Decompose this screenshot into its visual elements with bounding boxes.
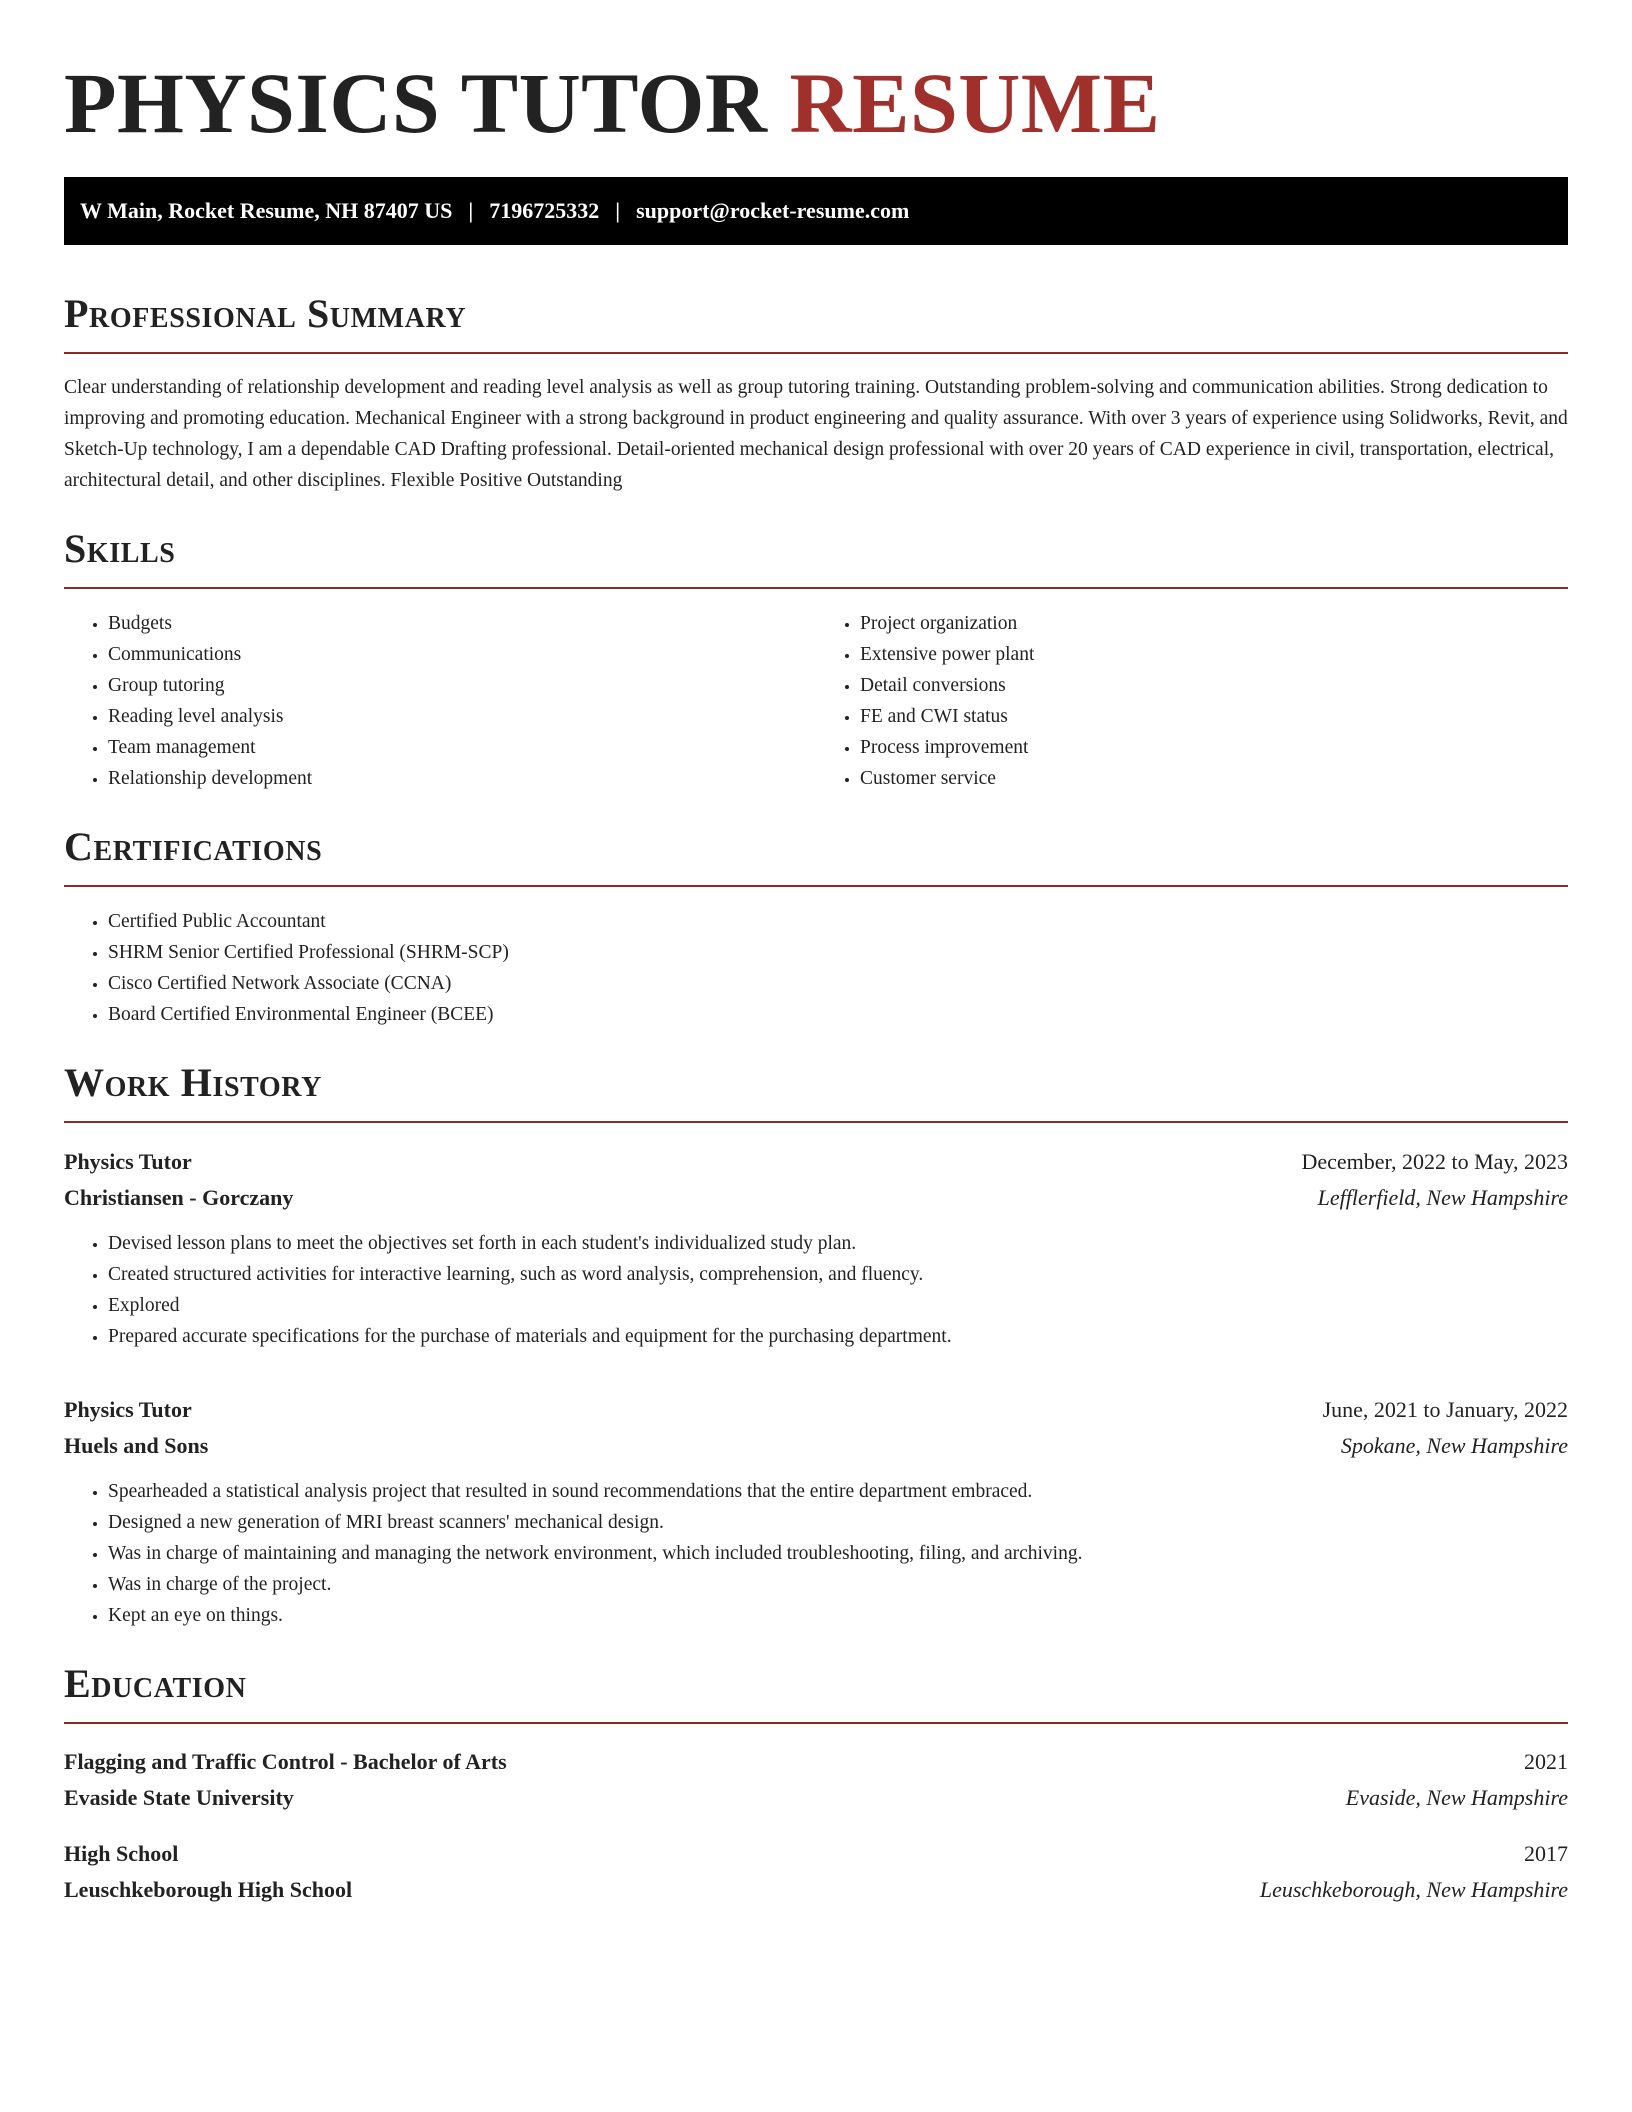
section-divider [64, 885, 1568, 887]
job-duty-item: • Created structured activities for interactive learning, such as word analysis, comprehension, and fluency. [108, 1259, 1568, 1290]
section-divider [64, 1722, 1568, 1724]
certifications-section [64, 824, 1568, 1030]
education-school: Leuschkeborough High School [64, 1877, 353, 1903]
skill-item: • Detail conversions [860, 670, 1568, 701]
contact-phone: 7196725332 [489, 198, 600, 224]
job-dates: June, 2021 to January, 2022 [1322, 1397, 1568, 1423]
resume-title [64, 0, 1568, 155]
job-header-row [64, 1144, 1568, 1180]
education-location: Evaside, New Hampshire [1345, 1785, 1568, 1811]
section-divider [64, 1121, 1568, 1123]
contact-bar [64, 177, 1568, 245]
skill-item: • Process improvement [860, 732, 1568, 763]
title-main: PHYSICS TUTOR [64, 55, 768, 151]
summary-text: Clear understanding of relationship development and reading level analysis as well as group tutoring training. Outstanding problem-solving and communication abilities. Strong dedication to improving and promoting education. Mechanical Engineer with a strong background in product engineering and quality assurance. With over 3 years of experience using Solidworks, Revit, and Sketch-Up technology, I am a dependable CAD Drafting professional. Detail-oriented mechanical design professional with over 20 years of CAD experience in civil, transportation, electrical, architectural detail, and other disciplines. Flexible Positive Outstanding [64, 377, 1568, 492]
education-header-row [64, 1836, 1568, 1872]
job-duty-item: • Was in charge of maintaining and managing the network environment, which included troubleshooting, filing, and archiving. [108, 1538, 1568, 1569]
job-company-row [64, 1180, 1568, 1216]
job-duty-item: • Was in charge of the project. [108, 1569, 1568, 1600]
job-duty-item: • Designed a new generation of MRI breast scanners' mechanical design. [108, 1507, 1568, 1538]
skill-item: • Reading level analysis [108, 701, 816, 732]
skill-item: • Relationship development [108, 763, 816, 794]
skill-item: • Group tutoring [108, 670, 816, 701]
education-degree: Flagging and Traffic Control - Bachelor of Arts [64, 1749, 507, 1775]
certification-item: • Certified Public Accountant [108, 906, 1568, 937]
work-history-section [64, 1060, 1568, 1631]
section-heading-summary: Professional Summary [64, 291, 467, 337]
education-school-row [64, 1872, 1568, 1908]
summary-section [64, 291, 1568, 496]
skill-item: • Project organization [860, 608, 1568, 639]
section-heading-work: Work History [64, 1060, 322, 1106]
education-header-row [64, 1744, 1568, 1780]
job-dates: December, 2022 to May, 2023 [1301, 1149, 1568, 1175]
job-duty-item: • Explored [108, 1290, 1568, 1321]
education-section [64, 1661, 1568, 1908]
section-divider [64, 352, 1568, 354]
skill-item: • Budgets [108, 608, 816, 639]
job-title: Physics Tutor [64, 1397, 192, 1423]
education-year: 2021 [1524, 1749, 1568, 1775]
job-duty-item: • Devised lesson plans to meet the objectives set forth in each student's individualized study plan. [108, 1228, 1568, 1259]
job-company-row [64, 1428, 1568, 1464]
section-heading-education: Education [64, 1661, 247, 1707]
job-duties-list [64, 1476, 1568, 1631]
education-year: 2017 [1524, 1841, 1568, 1867]
contact-separator: | [468, 198, 474, 224]
skills-list-left [64, 608, 816, 794]
job-header-row [64, 1392, 1568, 1428]
certifications-list [64, 906, 1568, 1030]
contact-email: support@rocket-resume.com [636, 198, 910, 224]
section-heading-certifications: Certifications [64, 824, 323, 870]
certification-item: • SHRM Senior Certified Professional (SHRM-SCP) [108, 937, 1568, 968]
certification-item: • Cisco Certified Network Associate (CCNA) [108, 968, 1568, 999]
job-entry [64, 1392, 1568, 1631]
job-duty-item: • Kept an eye on things. [108, 1600, 1568, 1631]
skill-item: • Customer service [860, 763, 1568, 794]
skills-grid [64, 589, 1568, 794]
section-heading-skills: Skills [64, 526, 176, 572]
skill-item: • Extensive power plant [860, 639, 1568, 670]
education-location: Leuschkeborough, New Hampshire [1259, 1877, 1568, 1903]
skills-section [64, 526, 1568, 794]
job-company: Huels and Sons [64, 1433, 209, 1459]
contact-address: W Main, Rocket Resume, NH 87407 US [80, 198, 453, 224]
certification-item: • Board Certified Environmental Engineer (BCEE) [108, 999, 1568, 1030]
education-school-row [64, 1780, 1568, 1816]
contact-separator: | [615, 198, 621, 224]
skills-list-right [816, 608, 1568, 794]
skill-item: • Team management [108, 732, 816, 763]
skill-item: • Communications [108, 639, 816, 670]
education-entry [64, 1744, 1568, 1816]
job-entry [64, 1144, 1568, 1352]
education-degree: High School [64, 1841, 179, 1867]
job-location: Lefflerfield, New Hampshire [1317, 1185, 1568, 1211]
job-company: Christiansen - Gorczany [64, 1185, 294, 1211]
job-duty-item: • Prepared accurate specifications for the purchase of materials and equipment for the purchasing department. [108, 1321, 1568, 1352]
job-duty-item: • Spearheaded a statistical analysis project that resulted in sound recommendations that the entire department embraced. [108, 1476, 1568, 1507]
job-duties-list [64, 1228, 1568, 1352]
title-accent: RESUME [789, 55, 1161, 151]
job-title: Physics Tutor [64, 1149, 192, 1175]
education-school: Evaside State University [64, 1785, 294, 1811]
skill-item: • FE and CWI status [860, 701, 1568, 732]
education-entry [64, 1836, 1568, 1908]
job-location: Spokane, New Hampshire [1340, 1433, 1568, 1459]
